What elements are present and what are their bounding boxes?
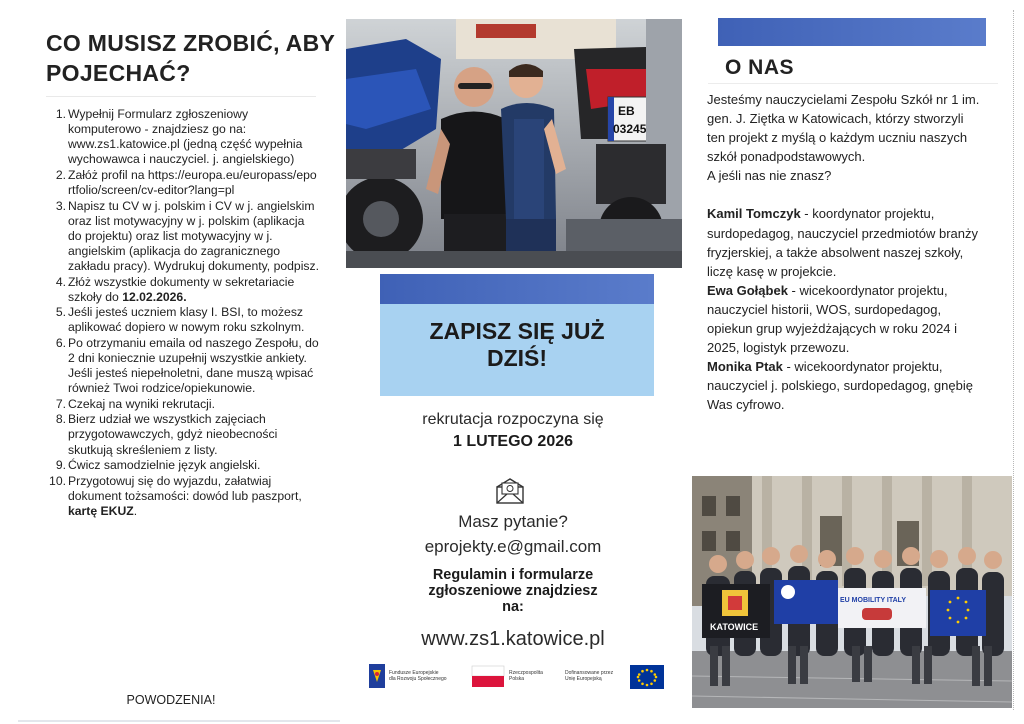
rules-line2: zgłoszeniowe znajdziesz xyxy=(428,583,598,599)
pl-flag-icon xyxy=(471,660,505,694)
step-text: Załóż profil na https://europa.eu/europass/eportfolio/screen/cv-editor?lang=pl xyxy=(68,167,317,197)
step-number: 4. xyxy=(55,274,66,289)
step-text: Napisz tu CV w j. polskim i CV w j. angielskim oraz list motywacyjny w j. polskim (aplikacja do projektu) oraz list motywacyjny w j. angielskim (aplikacja do zagranicznego zakładu pracy). Wydrukuj dokumenty, podpisz. xyxy=(68,198,319,273)
step-number: 2. xyxy=(55,167,66,182)
about-divider xyxy=(708,83,998,84)
person-desc: - wicekoordynator projektu, nauczyciel j. polskiego, surdopedagog, gnębię Was cyfrowo. xyxy=(707,359,973,413)
step-item xyxy=(50,474,320,519)
step-item xyxy=(50,275,320,305)
rp-line1: Rzeczpospolita xyxy=(509,670,543,676)
rules-line1: Regulamin i formularze xyxy=(432,567,594,583)
step-item xyxy=(50,305,320,335)
rp-logo-text xyxy=(509,670,559,682)
step-text-end: . xyxy=(133,503,138,518)
question-text: Masz pytanie? xyxy=(458,512,568,531)
step-number: 1. xyxy=(55,107,66,121)
column-divider xyxy=(1013,10,1014,710)
banner-katowice-text: KATOWICE xyxy=(710,622,759,632)
deadline-date: 12.02.2026. xyxy=(122,289,187,304)
step-item xyxy=(50,397,320,412)
fe-line2: dla Rozwoju Społecznego xyxy=(389,676,447,682)
about-spacer xyxy=(707,185,982,204)
group-photo-illustration xyxy=(692,476,1012,708)
recruitment-text: rekrutacja rozpoczyna się xyxy=(422,411,604,428)
step-text: Jeśli jesteś uczniem klasy I. BSI, to możesz aplikować dopiero w nowym roku szkolnym. xyxy=(68,305,305,335)
ekuz-card: kartę EKUZ xyxy=(68,503,134,518)
workshop-photo-illustration xyxy=(346,19,682,268)
step-number: 10. xyxy=(49,473,66,488)
step-item xyxy=(50,336,320,396)
rp-line2: Polska xyxy=(509,676,525,682)
step-number: 9. xyxy=(55,458,66,473)
step-text: Czekaj na wyniki rekrutacji. xyxy=(68,396,215,411)
fe-logo-icon xyxy=(367,660,387,694)
fe-line1: Fundusze Europejskie xyxy=(389,670,439,676)
person-entry xyxy=(707,204,982,280)
eu-line2: Unię Europejską xyxy=(565,676,602,682)
step-item xyxy=(50,107,320,167)
step-item xyxy=(50,412,320,457)
plate-text-top: EB xyxy=(618,104,635,118)
cta-box xyxy=(380,304,654,396)
eu-logo-text xyxy=(565,670,625,682)
cta-heading xyxy=(380,318,654,372)
step-item xyxy=(50,199,320,274)
step-text: Po otrzymaniu emaila od naszego Zespołu, do 2 dni koniecznie uzupełnij wszystkie ankiety. Jeśli jesteś niepełnoletni, dane muszą wpisać również Twoi rodzice/opiekunowie. xyxy=(68,335,319,396)
steps-list xyxy=(50,107,320,520)
about-intro2: A jeśli nas nie znasz? xyxy=(707,168,832,184)
eu-flag-icon xyxy=(629,660,665,694)
rules-line3: na: xyxy=(502,599,524,615)
about-text xyxy=(707,90,982,415)
step-text: Wypełnij Formularz zgłoszeniowy komputerowo - znajdziesz go na: www.zs1.katowice.pl (jedną część wypełnia wychowawca i nauczyciel. j. angielskiego) xyxy=(68,107,303,167)
person-name: Monika Ptak xyxy=(707,359,783,375)
left-title-line1: CO MUSISZ ZROBIĆ, ABY xyxy=(46,30,336,56)
person-entry xyxy=(707,281,982,357)
step-number: 7. xyxy=(55,396,66,411)
step-item xyxy=(50,458,320,473)
step-text: Bierz udział we wszystkich zajęciach przygotowawczych, gdyż nieobecności skutkują skreśleniem z listy. xyxy=(68,412,278,457)
fe-logo-text xyxy=(389,670,447,682)
about-title: O NAS xyxy=(725,56,795,79)
banner-mobility-text: EU MOBILITY ITALY xyxy=(840,597,906,604)
mail-icon xyxy=(495,478,525,504)
workshop-photo xyxy=(346,19,682,268)
left-title-line2: POJECHAĆ? xyxy=(46,60,191,86)
person-desc: - koordynator projektu, surdopedagog, nauczyciel przedmiotów branży fryzjerskiej, a także absolwent naszej szkoły, liczę kasę w projekcie. xyxy=(707,206,978,279)
eu-line1: Dofinansowane przez xyxy=(565,670,614,676)
cta-line2: DZIŚ! xyxy=(486,345,548,371)
rules-text xyxy=(345,567,681,615)
person-entry xyxy=(707,357,982,414)
left-column xyxy=(0,0,340,724)
bottom-divider xyxy=(18,720,340,722)
step-number: 5. xyxy=(55,305,66,320)
cta-line1: ZAPISZ SIĘ JUŻ xyxy=(429,318,605,344)
blue-header-bar xyxy=(380,274,654,304)
person-desc: - wicekoordynator projektu, nauczyciel historii, WOS, surdopedagog, opiekun grup wyjeżdżających w roku 2024 i 2025, logistyk przewozu. xyxy=(707,282,958,356)
left-title-divider xyxy=(46,96,316,97)
blue-header-bar-right xyxy=(718,18,986,46)
closing-text: POWODZENIA! xyxy=(126,693,216,707)
website-link[interactable]: www.zs1.katowice.pl xyxy=(421,628,605,650)
person-name: Kamil Tomczyk xyxy=(707,206,801,222)
step-number: 3. xyxy=(55,198,66,213)
left-title xyxy=(46,28,336,88)
contact-email[interactable]: eprojekty.e@gmail.com xyxy=(424,537,602,556)
step-text: Przygotowuj się do wyjazdu, załatwiaj dokument tożsamości: dowód lub paszport, xyxy=(68,473,302,503)
step-number: 6. xyxy=(55,335,66,350)
right-column xyxy=(690,0,1024,724)
about-intro: Jesteśmy nauczycielami Zespołu Szkół nr 1 im. gen. J. Ziętka w Katowicach, którzy stworzyli ten projekt z myślą o każdym uczniu naszych szkół ponadpodstawowych. xyxy=(707,92,980,165)
step-text: Złóż wszystkie dokumenty w sekretariacie szkoły do xyxy=(68,274,295,304)
funding-logos xyxy=(367,660,667,694)
step-item xyxy=(50,168,320,198)
step-text: Ćwicz samodzielnie język angielski. xyxy=(68,458,261,473)
person-name: Ewa Gołąbek xyxy=(707,282,788,298)
group-photo xyxy=(692,476,1012,708)
plate-text-bottom: 03245 xyxy=(613,122,647,136)
middle-column xyxy=(345,0,685,724)
recruitment-date: 1 LUTEGO 2026 xyxy=(452,433,574,450)
step-number: 8. xyxy=(55,412,66,427)
